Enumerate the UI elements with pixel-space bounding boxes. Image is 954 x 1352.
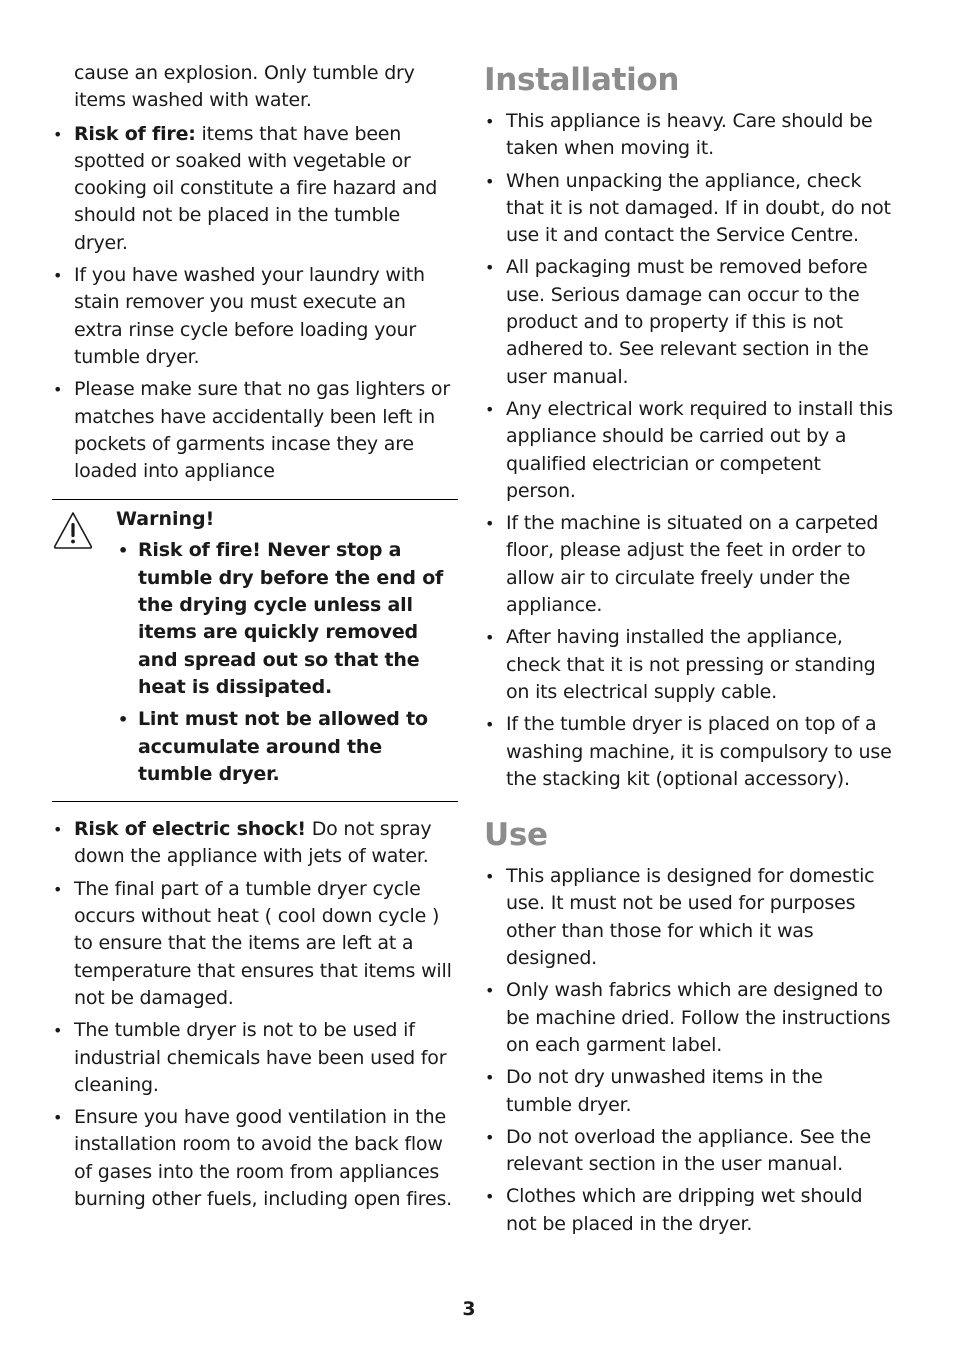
list-item: • After having installed the appliance, check that it is not pressing or standing on its electrical supply cable. [484, 624, 894, 706]
safety-list-bottom [52, 816, 458, 1213]
warning-content [116, 506, 458, 788]
list-item: • All packaging must be removed before use. Serious damage can occur to the product and to property if this is not adhered to. See relevant section in the user manual. [484, 254, 894, 390]
safety-list-top [52, 121, 458, 486]
warning-item: • Risk of fire! Never stop a tumble dry before the end of the drying cycle unless all items are quickly removed and spread out so that the heat is dissipated. [116, 537, 458, 701]
bold-lead: Risk of fire: [74, 122, 196, 145]
warning-item: • Lint must not be allowed to accumulate around the tumble dryer. [116, 706, 458, 788]
list-item [52, 876, 458, 1012]
list-item [52, 376, 458, 485]
list-item: • Clothes which are dripping wet should not be placed in the dryer. [484, 1183, 894, 1238]
item-text: If you have washed your laundry with stain remover you must execute an extra rinse cycle before loading your tumble dryer. [74, 264, 425, 368]
list-item [52, 1104, 458, 1213]
warning-list [116, 537, 458, 788]
right-column [484, 60, 894, 1243]
item-text: Ensure you have good ventilation in the installation room to avoid the back flow of gases into the room from appliances burning other fuels, including open fires. [74, 1106, 452, 1210]
list-item: • When unpacking the appliance, check that it is not damaged. If in doubt, do not use it and contact the Service Centre. [484, 168, 894, 250]
continuation-text: cause an explosion. Only tumble dry items washed with water. [74, 62, 415, 112]
list-item: • Only wash fabrics which are designed to be machine dried. Follow the instructions on each garment label. [484, 977, 894, 1059]
bold-lead: Risk of electric shock! [74, 818, 306, 841]
installation-heading: Installation [484, 62, 680, 98]
item-text: Do not spray down the appliance with jets of water. [74, 818, 432, 868]
item-text: The final part of a tumble dryer cycle occurs without heat ( cool down cycle ) to ensure that the items are left at a temperature that ensures that items will not be damaged. [74, 877, 452, 1009]
item-text: items that have been spotted or soaked with vegetable or cooking oil constitute a fire hazard and should not be placed in the tumble dryer. [74, 122, 438, 254]
list-item: • If the tumble dryer is placed on top of a washing machine, it is compulsory to use the stacking kit (optional accessory). [484, 711, 894, 793]
list-item: • Do not dry unwashed items in the tumble dryer. [484, 1064, 894, 1119]
list-item: • Any electrical work required to install this appliance should be carried out by a qualified electrician or competent person. [484, 396, 894, 505]
warning-title: Warning! [116, 508, 215, 531]
use-list [484, 863, 894, 1238]
warning-triangle-icon [52, 510, 94, 550]
list-item [52, 121, 458, 257]
item-text: The tumble dryer is not to be used if industrial chemicals have been used for cleaning. [74, 1019, 447, 1096]
warning-box [52, 499, 458, 802]
list-item: • This appliance is heavy. Care should be taken when moving it. [484, 108, 894, 163]
left-column [52, 60, 458, 1218]
list-item [52, 816, 458, 871]
use-heading: Use [484, 817, 548, 854]
list-item: • This appliance is designed for domestic use. It must not be used for purposes other than those for which it was designed. [484, 863, 894, 972]
list-item [52, 1017, 458, 1099]
installation-list [484, 108, 894, 793]
list-item [52, 262, 458, 371]
list-item: • Do not overload the appliance. See the relevant section in the user manual. [484, 1124, 894, 1179]
page-number: 3 [462, 1298, 476, 1320]
item-text: Please make sure that no gas lighters or matches have accidentally been left in pockets of garments incase they are loaded into appliance [74, 378, 450, 483]
list-item: • If the machine is situated on a carpeted floor, please adjust the feet in order to allow air to circulate freely under the appliance. [484, 510, 894, 619]
